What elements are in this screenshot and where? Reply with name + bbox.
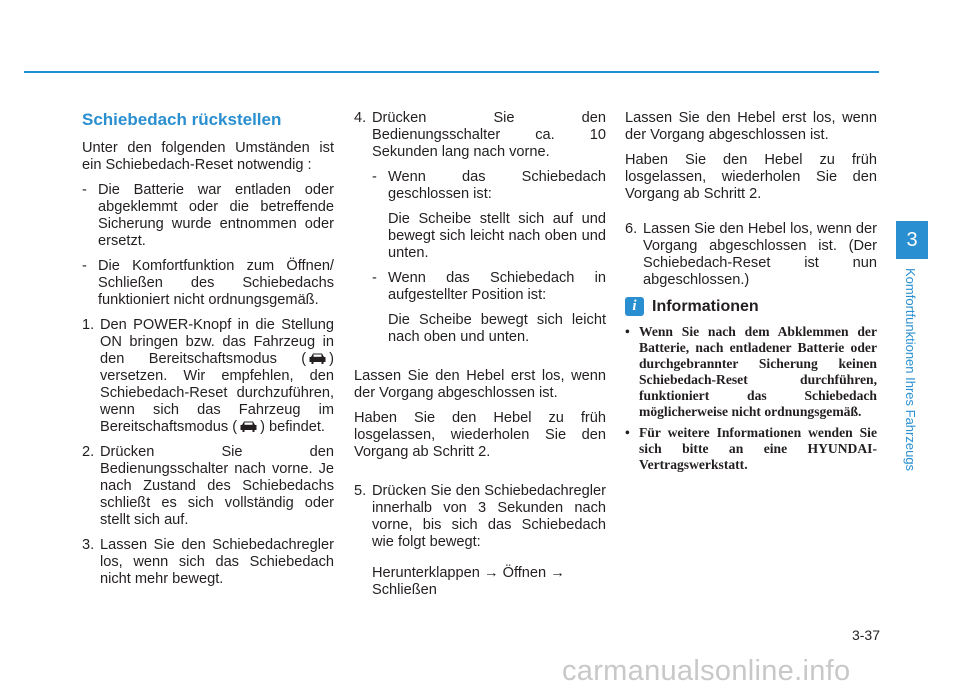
- step-6: [625, 221, 877, 289]
- step-text: ) versetzen. Wir empfehlen, den Schiebedach-Reset durchzuführen, wenn sich das Fahrzeug im Bereitschaftsmodus (: [100, 351, 334, 435]
- info-title: Informationen: [652, 298, 759, 315]
- condition-text: Die Komfortfunktion zum Öffnen/ Schließen des Schiebedachs funktioniert nicht ordnungsgemäß.: [98, 258, 334, 308]
- release-note: Lassen Sie den Hebel erst los, wenn der Vorgang abgeschlossen ist.: [354, 368, 606, 401]
- release-note: Lassen Sie den Hebel erst los, wenn der Vorgang abgeschlossen ist.: [625, 110, 877, 143]
- step-1: [82, 317, 334, 436]
- retry-note: Haben Sie den Hebel zu früh losgelassen, wiederholen Sie den Vorgang ab Schritt 2.: [625, 152, 877, 202]
- bullet-text: Für weitere Informationen wenden Sie sich bitte an eine HYUNDAI-Vertragswerkstatt.: [639, 425, 877, 472]
- case-text: Wenn das Schiebedach geschlossen ist:: [388, 169, 606, 202]
- step-2: [82, 444, 334, 529]
- info-bullet: [625, 425, 877, 473]
- condition-item: [82, 182, 334, 250]
- dash-marker: -: [82, 182, 87, 198]
- retry-note: Haben Sie den Hebel zu früh losgelassen, wiederholen Sie den Vorgang ab Schritt 2.: [354, 410, 606, 460]
- bullet-text: Wenn Sie nach dem Abklemmen der Batterie, nach entladener Batterie oder durchgebrannter Sicherung keinen Schiebedach-Reset durchführen, funktioniert das Schiebedach möglicherweise nicht ordnungsgemäß.: [639, 324, 877, 419]
- header-rule: [24, 71, 879, 73]
- step-text: Drücken Sie den Bedienungsschalter ca. 10 Sekunden lang nach vorne.: [372, 110, 606, 160]
- case-item: [372, 270, 606, 304]
- step-text: Lassen Sie den Schiebedachregler los, wenn sich das Schiebedach nicht mehr bewegt.: [100, 537, 334, 587]
- case-item: [372, 169, 606, 203]
- chapter-number-tab: 3: [896, 221, 928, 259]
- step-text: Lassen Sie den Hebel los, wenn der Vorgang abgeschlossen ist. (Der Schiebedach-Reset ist nun abgeschlossen.): [643, 221, 877, 288]
- case-text: Wenn das Schiebedach in aufgestellter Position ist:: [388, 270, 606, 303]
- case-detail: Die Scheibe stellt sich auf und bewegt sich leicht nach oben und unten.: [388, 211, 606, 261]
- step-number: 4.: [354, 110, 367, 126]
- step-text: Drücken Sie den Bedienungsschalter nach vorne. Je nach Zustand des Schiebedachs schließt es sich vollständig oder stellt sich auf.: [100, 444, 334, 528]
- column-left: [82, 110, 334, 596]
- step-number: 3.: [82, 537, 95, 553]
- watermark: carmanualsonline.info: [562, 655, 851, 687]
- step-4: [354, 110, 606, 161]
- case-detail: Die Scheibe bewegt sich leicht nach oben und unten.: [388, 312, 606, 345]
- step-number: 6.: [625, 221, 638, 237]
- info-header: [625, 297, 877, 316]
- info-icon: i: [625, 297, 644, 316]
- condition-item: [82, 258, 334, 309]
- bullet-marker: •: [625, 425, 630, 440]
- step-number: 5.: [354, 483, 367, 499]
- chapter-title-vertical: [903, 268, 921, 488]
- bullet-marker: •: [625, 324, 630, 339]
- sequence-text: Herunterklappen → Öffnen → Schließen: [372, 565, 565, 598]
- car-ready-icon: [239, 420, 258, 433]
- dash-marker: -: [372, 270, 377, 286]
- info-bullet: [625, 324, 877, 420]
- chapter-title: Komfortfunktionen Ihres Fahrzeugs: [903, 268, 918, 472]
- section-title: Schiebedach rückstellen: [82, 110, 282, 129]
- column-middle: [354, 110, 606, 607]
- condition-text: Die Batterie war entladen oder abgeklemmt oder die betreffende Sicherung wurde entnommen oder ersetzt.: [98, 182, 334, 249]
- step-number: 2.: [82, 444, 95, 460]
- step-3: [82, 537, 334, 588]
- dash-marker: -: [372, 169, 377, 185]
- car-ready-icon: [308, 352, 327, 365]
- column-right: [625, 110, 877, 478]
- intro-text: Unter den folgenden Umständen ist ein Schiebedach-Reset notwendig :: [82, 140, 334, 173]
- step-text: Drücken Sie den Schiebedachregler innerhalb von 3 Sekunden nach vorne, bis sich das Schiebedach wie folgt bewegt:: [372, 483, 606, 550]
- step-text: ) befindet.: [260, 419, 325, 435]
- dash-marker: -: [82, 258, 87, 274]
- step-5: [354, 483, 606, 551]
- page-number: 3-37: [851, 627, 880, 643]
- step-4-case: [372, 169, 606, 346]
- step-number: 1.: [82, 317, 95, 333]
- step-text: Den POWER-Knopf in die Stellung ON bringen bzw. das Fahrzeug in den Bereitschaftsmodus (: [100, 317, 334, 367]
